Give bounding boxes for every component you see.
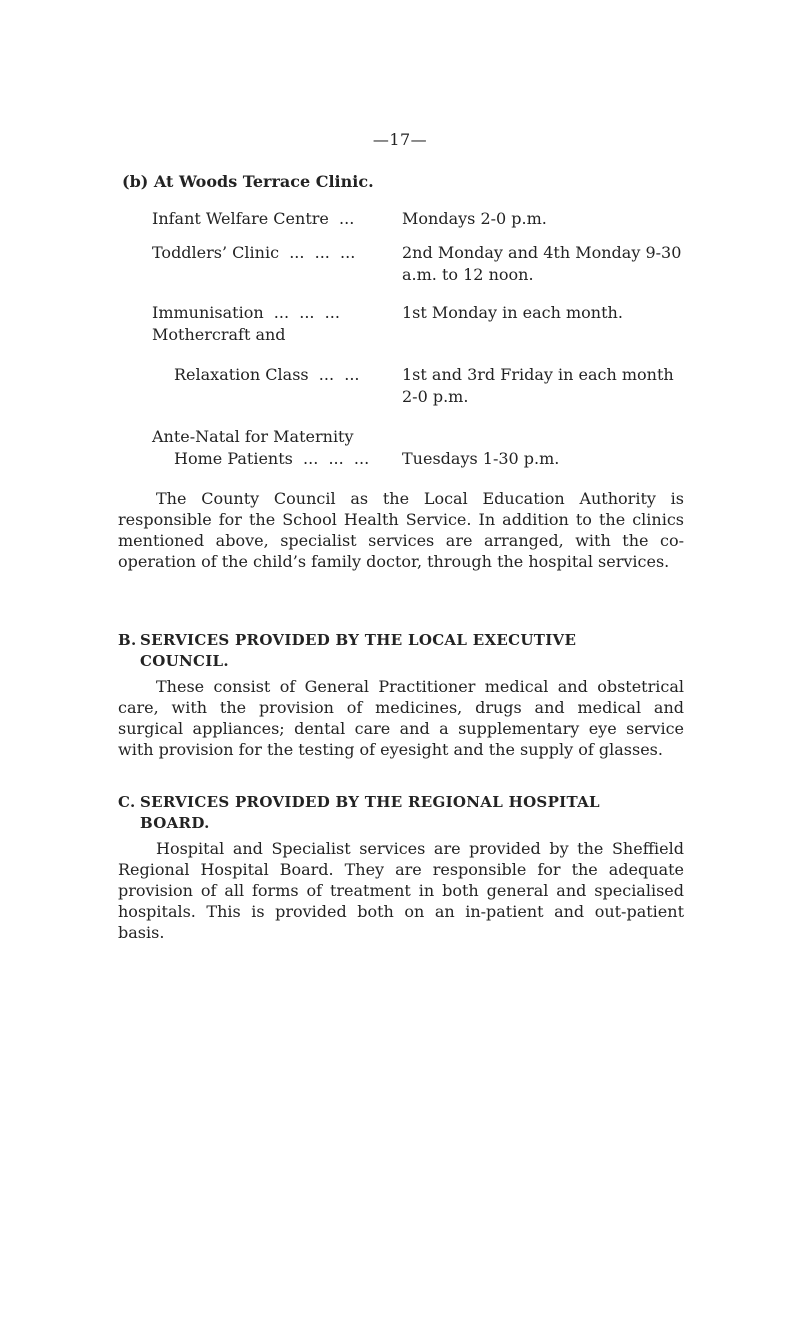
section-b-letter: B. (118, 631, 137, 649)
section-b-heading-line1: SERVICES PROVIDED BY THE LOCAL EXECUTIVE (140, 631, 577, 649)
schedule-value: 1st Monday in each month. (402, 303, 623, 322)
schedule-label: Immunisation ... ... ... (152, 303, 340, 322)
schedule-value: 1st and 3rd Friday in each month 2-0 p.m. (402, 365, 674, 406)
schedule-label-continued: Home Patients ... ... ... (174, 449, 370, 468)
schedule-label: Relaxation Class ... ... (174, 365, 360, 384)
section-c-heading-line2: BOARD. (140, 814, 210, 832)
section-b-body: These consist of General Practitioner medical and obstetrical care, with the provision of medicines, drugs and medical and surgical appliances; dental care and a supplementary eye service with provision for the testing of eyesight and the supply of glasses. (118, 677, 684, 759)
section-c-heading-line1: SERVICES PROVIDED BY THE REGIONAL HOSPITAL (140, 793, 600, 811)
schedule-label: Ante-Natal for Maternity (152, 427, 354, 446)
intro-paragraph: The County Council as the Local Education Authority is responsible for the School Health Service. In addition to the clinics mentioned above, specialist services are arranged, with the co-operation of the child’s family doctor, through the hospital services. (118, 489, 684, 571)
schedule-value: Tuesdays 1-30 p.m. (402, 449, 560, 468)
section-b-heading (118, 630, 684, 672)
schedule-label: Toddlers’ Clinic ... ... ... (152, 243, 356, 262)
section-c-letter: C. (118, 793, 136, 811)
section-c-body: Hospital and Specialist services are provided by the Sheffield Regional Hospital Board. They are responsible for the adequate provision of all forms of treatment in both general and specialised hospitals. This is provided both on an in-patient and out-patient basis. (118, 839, 684, 942)
schedule-label: Infant Welfare Centre ... (152, 209, 355, 228)
page-number: —17— (372, 130, 428, 149)
schedule-label-continued: Mothercraft and (152, 325, 286, 344)
schedule-value: 2nd Monday and 4th Monday 9-30 a.m. to 12 noon. (402, 243, 682, 284)
schedule-value: Mondays 2-0 p.m. (402, 209, 547, 228)
section-b-heading-line2: COUNCIL. (140, 652, 229, 670)
section-b-subheading: (b) At Woods Terrace Clinic. (122, 172, 374, 191)
section-c-heading (118, 792, 684, 834)
